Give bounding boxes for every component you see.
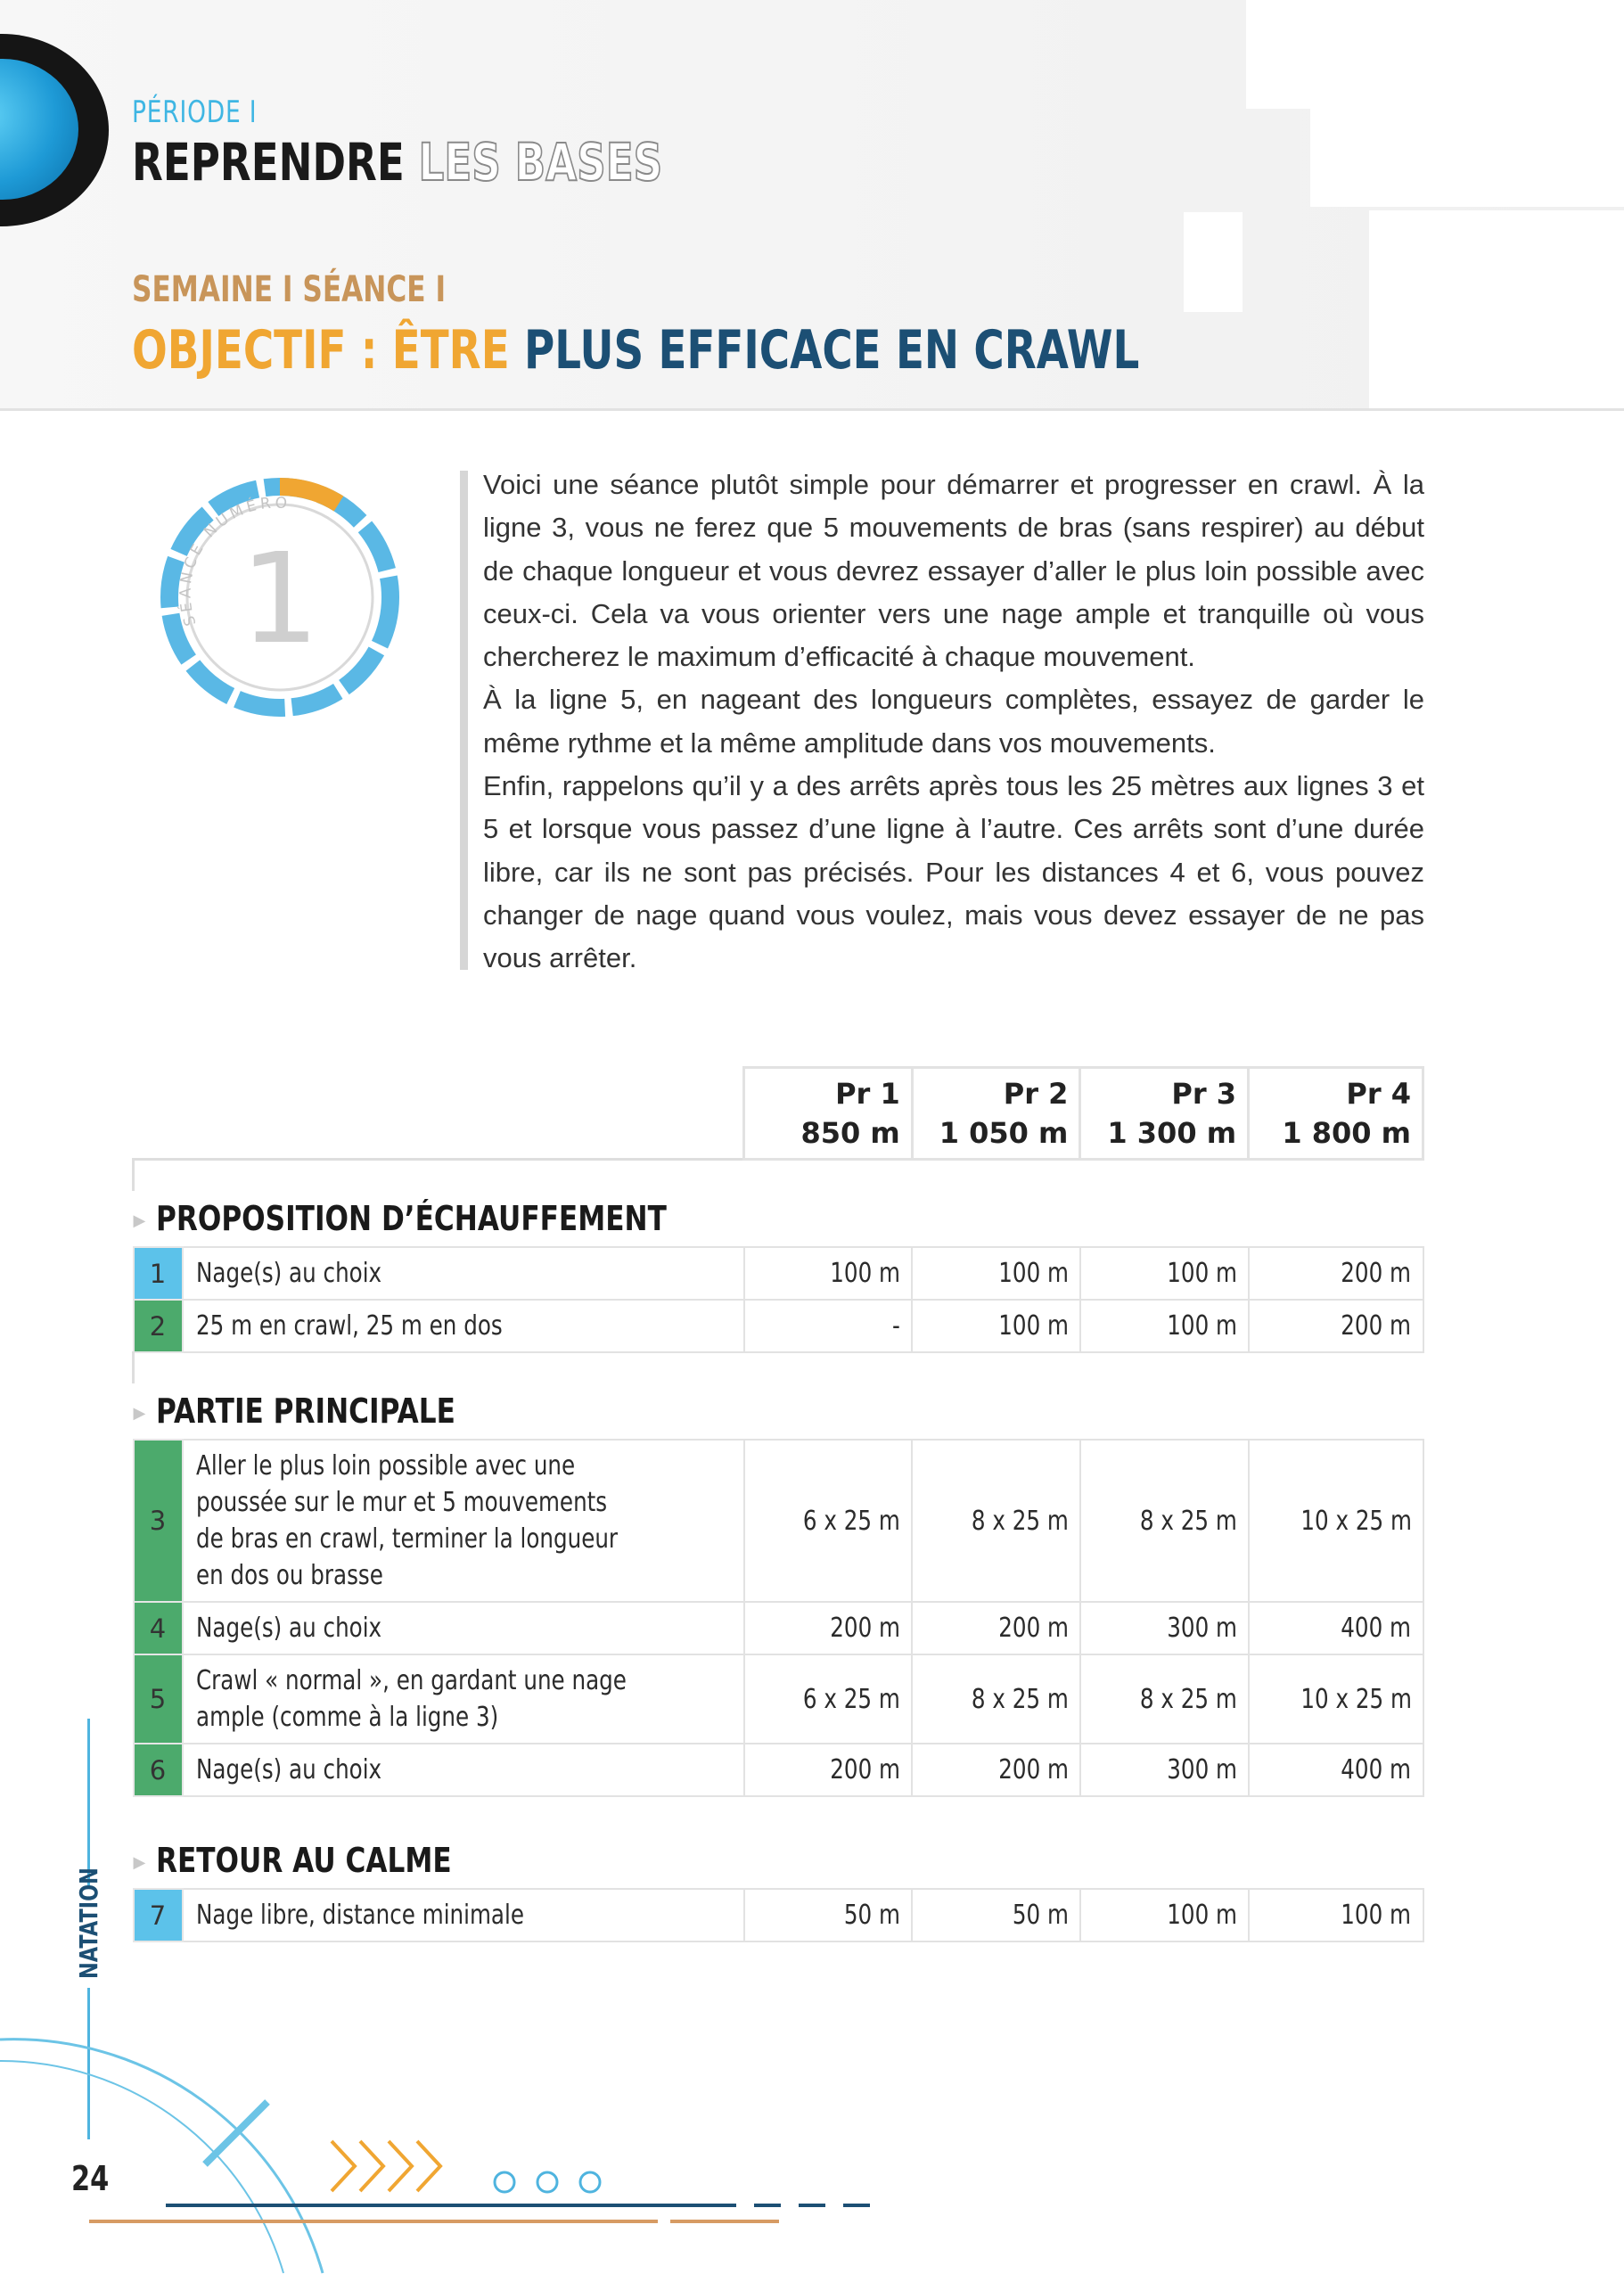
row-value: 200 m [912, 1602, 1080, 1654]
row-value: - [744, 1300, 913, 1352]
dots-icon [495, 2172, 600, 2192]
footer-arc [0, 2040, 323, 2273]
header-decor-tile [1369, 210, 1624, 408]
header-decor-tile [1246, 0, 1624, 109]
row-number: 7 [134, 1889, 183, 1941]
row-value: 200 m [912, 1744, 1080, 1796]
row-value: 50 m [912, 1889, 1080, 1941]
row-label: Aller le plus loin possible avec une poussée sur le mur et 5 mouvements de bras en crawl, terminer la longueur en dos ou brasse [183, 1440, 744, 1602]
table-row [134, 1602, 1423, 1654]
chevrons-icon [332, 2141, 440, 2191]
semaine-label: SEMAINE I SÉANCE I [132, 269, 447, 310]
column-header-pr2: Pr 2 1 050 m [912, 1068, 1080, 1160]
row-value: 100 m [1249, 1889, 1423, 1941]
row-value: 100 m [1080, 1247, 1249, 1300]
row-value: 200 m [744, 1602, 913, 1654]
objectif-prefix: OBJECTIF : ÊTRE [132, 319, 510, 382]
row-label: Nage(s) au choix [183, 1247, 744, 1300]
row-value: 400 m [1249, 1602, 1423, 1654]
section-header-row [134, 1191, 1423, 1247]
row-label: Crawl « normal », en gardant une nage ample (comme à la ligne 3) [183, 1654, 744, 1744]
table-row [134, 1744, 1423, 1796]
row-value: 100 m [912, 1300, 1080, 1352]
badge-arc-text: SÉANCE NUMÉRO [176, 494, 291, 628]
footer-arc-inner [0, 2061, 283, 2273]
row-value: 200 m [1249, 1300, 1423, 1352]
header-decor-tile [1184, 212, 1243, 312]
row-value: 50 m [744, 1889, 913, 1941]
column-header-pr4: Pr 4 1 800 m [1249, 1068, 1423, 1160]
section-arrow-icon: ▶ [133, 1211, 146, 1230]
row-value: 100 m [912, 1247, 1080, 1300]
row-value: 6 x 25 m [744, 1440, 913, 1602]
intro-paragraph: À la ligne 5, en nageant des longueurs complètes, essayez de garder le même rythme et la même amplitude dans vos mouvements. [483, 684, 1424, 759]
row-value: 8 x 25 m [1080, 1654, 1249, 1744]
row-value: 400 m [1249, 1744, 1423, 1796]
intro-paragraph: Voici une séance plutôt simple pour démarrer et progresser en crawl. À la ligne 3, vous ne ferez que 5 mouvements de bras (sans respirer) au début de chaque longueur et vous devrez essayer d’aller le plus loin possible avec ceux-ci. Cela va vous orienter vers une nage ample et tranquille où vous chercherez le maximum d’efficacité à chaque mouvement. [483, 469, 1424, 673]
row-value: 10 x 25 m [1249, 1440, 1423, 1602]
chapter-title-outline: LES BASES [418, 132, 663, 193]
column-header-pr1: Pr 1 850 m [744, 1068, 913, 1160]
chapter-title-strong: REPRENDRE [132, 132, 405, 193]
section-title: PARTIE PRINCIPALE [156, 1391, 456, 1431]
table-row [134, 1654, 1423, 1744]
intro-paragraph: Enfin, rappelons qu’il y a des arrêts après tous les 25 mètres aux lignes 3 et 5 et lorsque vous passez d’une ligne à l’autre. Ces arrêts sont d’une durée libre, car ils ne sont pas précisés. Pour les distances 4 et 6, vous pouvez changer de nage quand vous voulez, mais vous devez essayer de ne pas vous arrêter. [483, 770, 1424, 974]
objectif-rest: PLUS EFFICACE EN CRAWL [523, 319, 1140, 382]
row-label: Nage libre, distance minimale [183, 1889, 744, 1941]
section-header-row [134, 1833, 1423, 1889]
section-header-row [134, 1383, 1423, 1440]
row-value: 100 m [1080, 1300, 1249, 1352]
footer-decoration [0, 1997, 1624, 2282]
page-number: 24 [71, 2159, 110, 2198]
table-row [134, 1889, 1423, 1941]
column-header-pr3: Pr 3 1 300 m [1080, 1068, 1249, 1160]
section-side-label: NATATION [74, 1867, 103, 1979]
row-value: 300 m [1080, 1744, 1249, 1796]
section-arrow-icon: ▶ [133, 1404, 146, 1423]
row-number: 5 [134, 1654, 183, 1744]
row-number: 6 [134, 1744, 183, 1796]
row-value: 8 x 25 m [1080, 1440, 1249, 1602]
row-number: 2 [134, 1300, 183, 1352]
row-number: 4 [134, 1602, 183, 1654]
badge-number: 1 [240, 527, 320, 672]
row-value: 200 m [744, 1744, 913, 1796]
row-value: 300 m [1080, 1602, 1249, 1654]
row-value: 10 x 25 m [1249, 1654, 1423, 1744]
row-number: 1 [134, 1247, 183, 1300]
row-label: Nage(s) au choix [183, 1744, 744, 1796]
header-decor-tile [1310, 109, 1624, 207]
table-row [134, 1247, 1423, 1300]
row-value: 8 x 25 m [912, 1654, 1080, 1744]
periode-label: PÉRIODE I [132, 94, 258, 130]
section-arrow-icon: ▶ [133, 1853, 146, 1872]
table-row [134, 1440, 1423, 1602]
row-value: 8 x 25 m [912, 1440, 1080, 1602]
table-header-row [134, 1068, 1423, 1160]
section-title: PROPOSITION D’ÉCHAUFFEMENT [156, 1199, 668, 1238]
intro-accent-bar [460, 471, 468, 970]
table-row [134, 1300, 1423, 1352]
row-value: 6 x 25 m [744, 1654, 913, 1744]
section-title: RETOUR AU CALME [156, 1841, 452, 1880]
side-rule-top [87, 1719, 90, 1886]
row-number: 3 [134, 1440, 183, 1602]
row-label: Nage(s) au choix [183, 1602, 744, 1654]
row-value: 100 m [744, 1247, 913, 1300]
objectif-title [132, 319, 1139, 382]
session-number-badge [153, 471, 406, 724]
row-label: 25 m en crawl, 25 m en dos [183, 1300, 744, 1352]
training-program-table [132, 1066, 1424, 1942]
row-value: 200 m [1249, 1247, 1423, 1300]
intro-text [483, 464, 1424, 981]
chapter-title [132, 132, 662, 193]
row-value: 100 m [1080, 1889, 1249, 1941]
